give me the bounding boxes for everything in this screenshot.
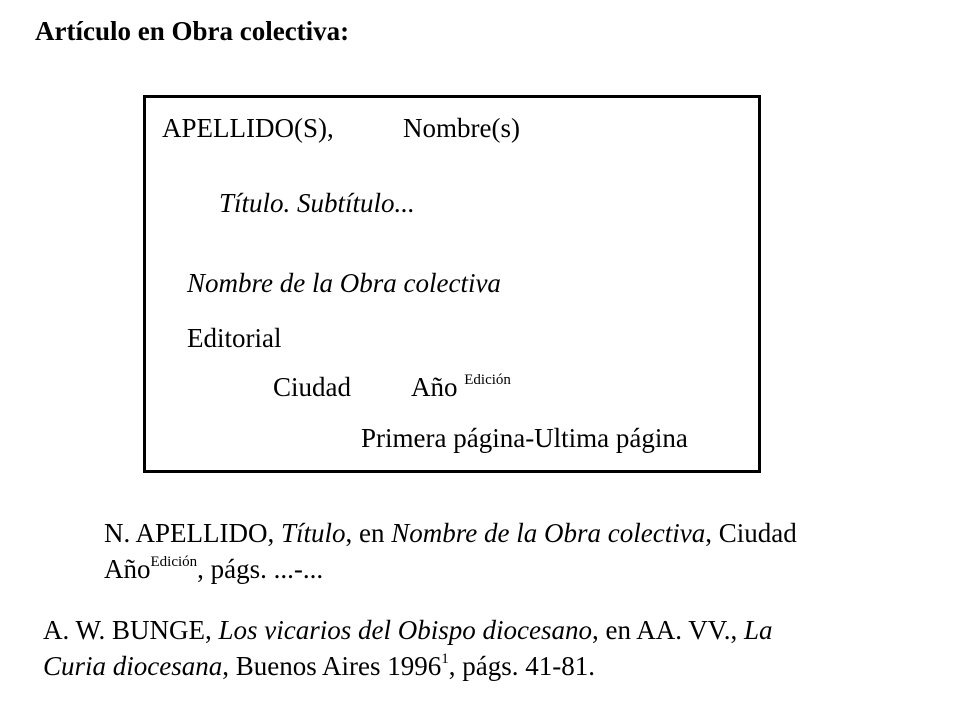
real-place-year: , Buenos Aires 1996 (222, 651, 442, 681)
format-title: Título (281, 518, 346, 548)
format-edition: Edición (150, 554, 198, 570)
real-edition: 1 (441, 651, 449, 667)
format-pages: , págs. ...-... (197, 554, 324, 584)
real-connector: , en AA. VV., (592, 615, 745, 645)
title-subtitle-field: Título. Subtítulo... (219, 188, 415, 218)
edition-superscript: Edición (464, 372, 511, 388)
real-example (43, 612, 773, 689)
collective-work-field: Nombre de la Obra colectiva (187, 268, 501, 298)
citation-template-box (143, 95, 761, 473)
year-field: Año (411, 372, 458, 402)
format-example-line-2 (104, 551, 797, 592)
publisher-field: Editorial (187, 323, 282, 353)
format-example (104, 515, 797, 592)
real-example-line-2 (43, 648, 773, 689)
real-example-line-1 (43, 612, 773, 648)
format-city: , Ciudad (705, 518, 797, 548)
surname-field: APELLIDO(S), (162, 113, 334, 143)
year-edition-field (411, 372, 511, 403)
format-collective-work: Nombre de la Obra colectiva (391, 518, 706, 548)
slide-title: Artículo en Obra colectiva: (35, 16, 350, 46)
real-author: A. W. BUNGE, (43, 615, 219, 645)
pages-field: Primera página-Ultima página (361, 423, 688, 453)
real-pages: , págs. 41-81. (448, 651, 595, 681)
real-work-part-2: Curia diocesana (43, 651, 223, 681)
real-work-part-1: La (744, 615, 773, 645)
city-field: Ciudad (273, 372, 351, 402)
format-prefix: N. APELLIDO, (104, 518, 281, 548)
real-title: Los vicarios del Obispo diocesano (218, 615, 592, 645)
format-year: Año (104, 554, 151, 584)
given-name-field: Nombre(s) (403, 113, 520, 143)
format-connector: , en (345, 518, 392, 548)
format-example-line-1 (104, 515, 797, 551)
